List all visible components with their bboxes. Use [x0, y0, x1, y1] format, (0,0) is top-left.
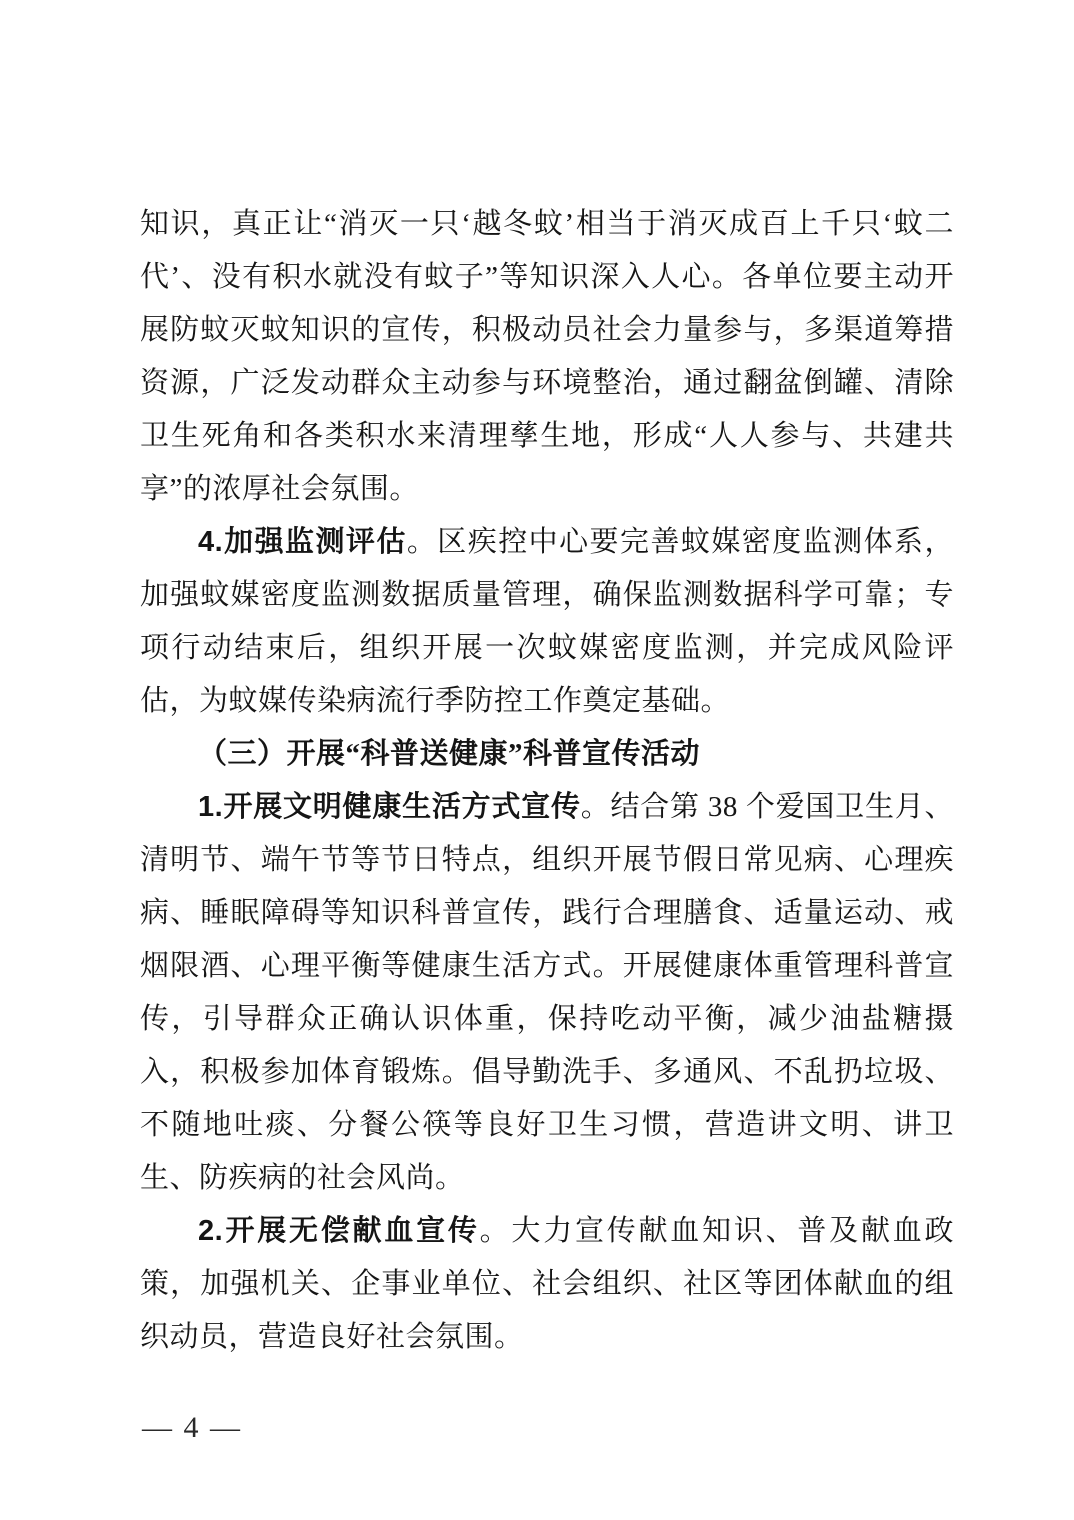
run-in-header: 4.加强监测评估	[198, 526, 407, 558]
page-number: — 4 —	[142, 1411, 242, 1444]
paragraph-1-healthy-lifestyle	[140, 781, 954, 1205]
document-body	[140, 198, 954, 1364]
run-in-header: 1.开展文明健康生活方式宣传	[198, 791, 581, 823]
paragraph-text: 。大力宣传献血知识、普及献血政策，加强机关、企事业单位、社会组织、社区等团体献血的组织动员，营造良好社会氛围。	[140, 1215, 954, 1353]
run-in-header: 2.开展无偿献血宣传	[198, 1215, 480, 1247]
heading-text: （三）开展“科普送健康”科普宣传活动	[198, 738, 701, 770]
paragraph-continuation	[140, 198, 954, 516]
paragraph-4-monitoring-evaluation	[140, 516, 954, 728]
paragraph-text: 知识，真正让“消灭一只‘越冬蚊’相当于消灭成百上千只‘蚊二代’、没有积水就没有蚊子”等知识深入人心。各单位要主动开展防蚊灭蚊知识的宣传，积极动员社会力量参与，多渠道筹措资源，广泛发动群众主动参与环境整治，通过翻盆倒罐、清除卫生死角和各类积水来清理孳生地，形成“人人参与、共建共享”的浓厚社会氛围。	[140, 208, 954, 505]
paragraph-text: 。区疾控中心要完善蚊媒密度监测体系，加强蚊媒密度监测数据质量管理，确保监测数据科学可靠；专项行动结束后，组织开展一次蚊媒密度监测，并完成风险评估，为蚊媒传染病流行季防控工作奠定基础。	[140, 526, 954, 717]
heading-section-three	[140, 728, 954, 781]
paragraph-2-blood-donation	[140, 1205, 954, 1364]
paragraph-text: 。结合第 38 个爱国卫生月、清明节、端午节等节日特点，组织开展节假日常见病、心理疾病、睡眠障碍等知识科普宣传，践行合理膳食、适量运动、戒烟限酒、心理平衡等健康生活方式。开展健康体重管理科普宣传，引导群众正确认识体重，保持吃动平衡，减少油盐糖摄入，积极参加体育锻炼。倡导勤洗手、多通风、不乱扔垃圾、不随地吐痰、分餐公筷等良好卫生习惯，营造讲文明、讲卫生、防疾病的社会风尚。	[140, 791, 954, 1194]
